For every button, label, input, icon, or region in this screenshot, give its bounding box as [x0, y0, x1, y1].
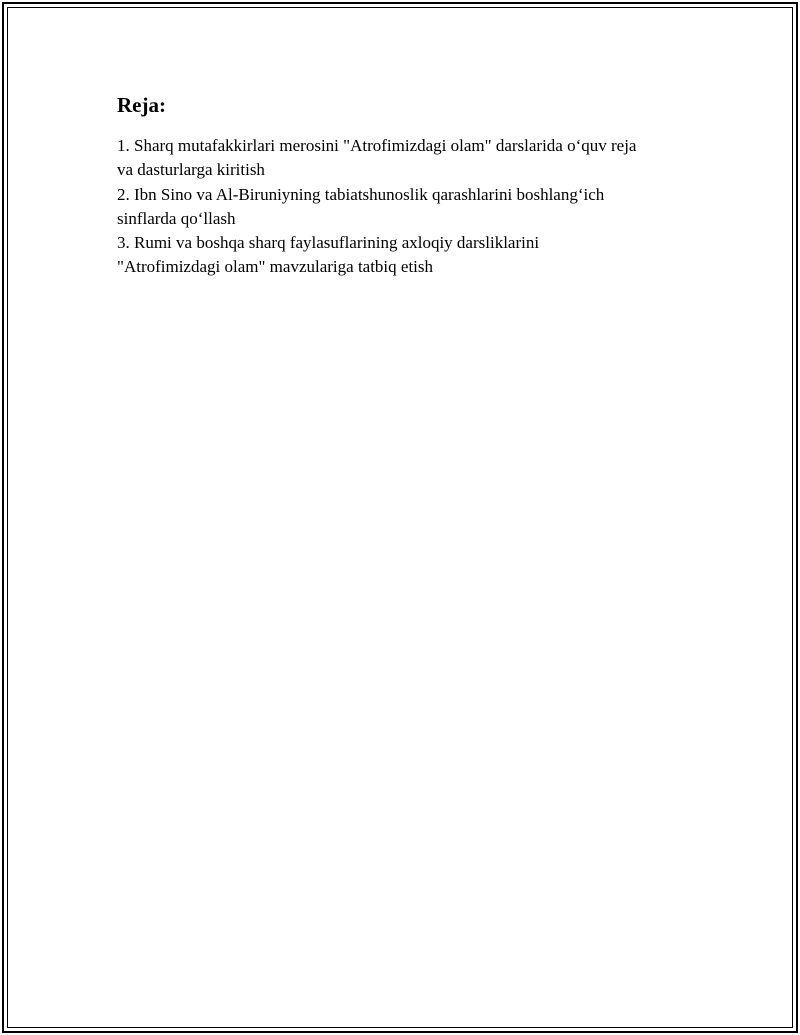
plan-item-2 [117, 183, 697, 232]
plan-list [117, 134, 697, 280]
plan-item-1 [117, 134, 697, 183]
plan-item-1-line-2: va dasturlarga kiritish [117, 160, 265, 180]
plan-item-1-line-1: 1. Sharq mutafakkirlari merosini "Atrofimizdagi olam" darslarida o‘quv reja [117, 136, 637, 155]
document-content [117, 92, 697, 280]
plan-item-2-line-1: 2. Ibn Sino va Al-Biruniyning tabiatshunoslik qarashlarini boshlang‘ich [117, 184, 605, 204]
plan-item-3 [117, 231, 697, 280]
plan-item-3-line-1: 3. Rumi va boshqa sharq faylasuflarining axloqiy darsliklarini [117, 233, 540, 253]
plan-heading: Reja: [117, 93, 166, 117]
plan-item-3-line-2: "Atrofimizdagi olam" mavzulariga tatbiq etish [117, 257, 434, 277]
plan-item-2-line-2: sinflarda qo‘llash [117, 208, 236, 228]
